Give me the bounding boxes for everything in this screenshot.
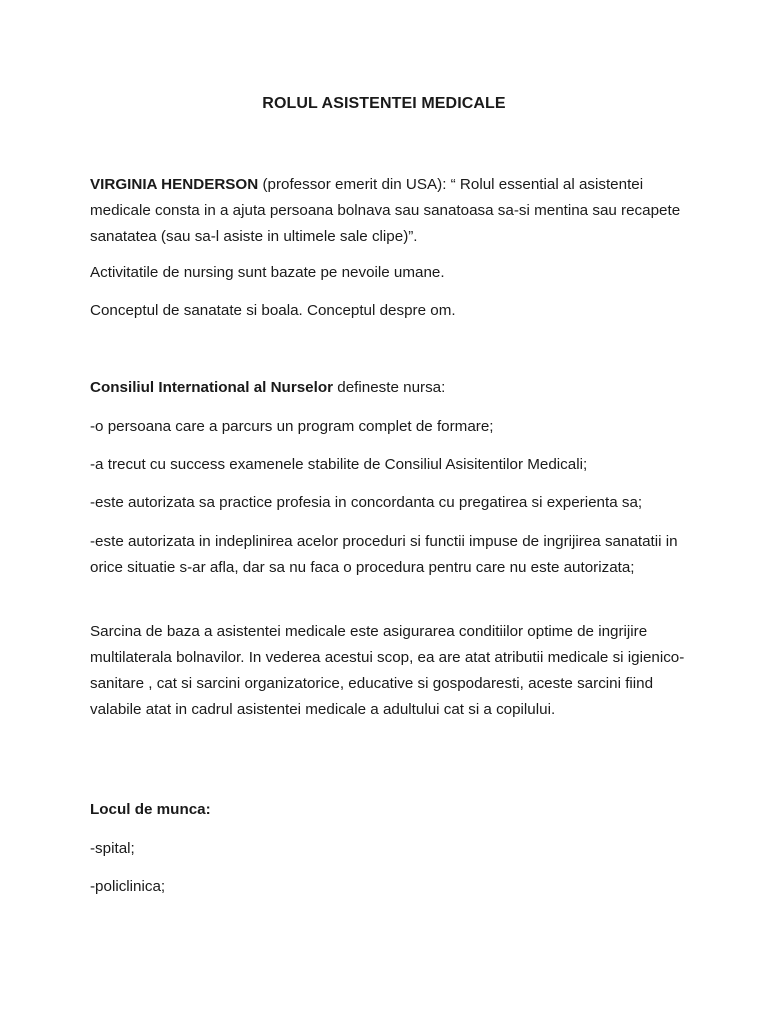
locul-item: -spital;	[90, 840, 135, 857]
henderson-paragraph	[90, 172, 690, 250]
locul-item: -policlinica;	[90, 878, 166, 895]
locul-heading: Locul de munca:	[90, 801, 211, 818]
sarcina-paragraph: Sarcina de baza a asistentei medicale este asigurarea conditiilor optime de ingrijire multilaterala bolnavilor. In vederea acestui scop, ea are atat atributii medicale si igienico-sanitare , cat si sarcini organizatorice, educative si gospodaresti, aceste sarcini fiind valabile atat in cadrul asistentei medicale a adultului cat si a copilului.	[90, 623, 685, 718]
activitati-paragraph: Activitatile de nursing sunt bazate pe nevoile umane.	[90, 264, 445, 281]
consiliu-rest: defineste nursa:	[333, 379, 446, 396]
definition-item: -a trecut cu success examenele stabilite de Consiliul Asisitentilor Medicali;	[90, 456, 588, 473]
concept-paragraph: Conceptul de sanatate si boala. Conceptul despre om.	[90, 302, 456, 319]
document-title: ROLUL ASISTENTEI MEDICALE	[262, 95, 506, 112]
consiliu-paragraph	[90, 375, 690, 401]
henderson-name: VIRGINIA HENDERSON	[90, 176, 259, 193]
definition-item: -o persoana care a parcurs un program complet de formare;	[90, 418, 494, 435]
henderson-quote: (professor emerit din USA): “ Rolul essential al asistentei medicale consta in a ajuta persoana bolnava sau sanatoasa sa-si mentina sau recapete sanatatea (sau sa-l asiste in ultimele sale clipe)”.	[90, 176, 681, 245]
definition-item: -este autorizata sa practice profesia in concordanta cu pregatirea si experienta sa;	[90, 494, 643, 511]
definition-item: -este autorizata in indeplinirea acelor proceduri si functii impuse de ingrijirea sanatatii in orice situatie s-ar afla, dar sa nu faca o procedura pentru care nu este autorizata;	[90, 533, 678, 576]
consiliu-name: Consiliul International al Nurselor	[90, 379, 334, 396]
